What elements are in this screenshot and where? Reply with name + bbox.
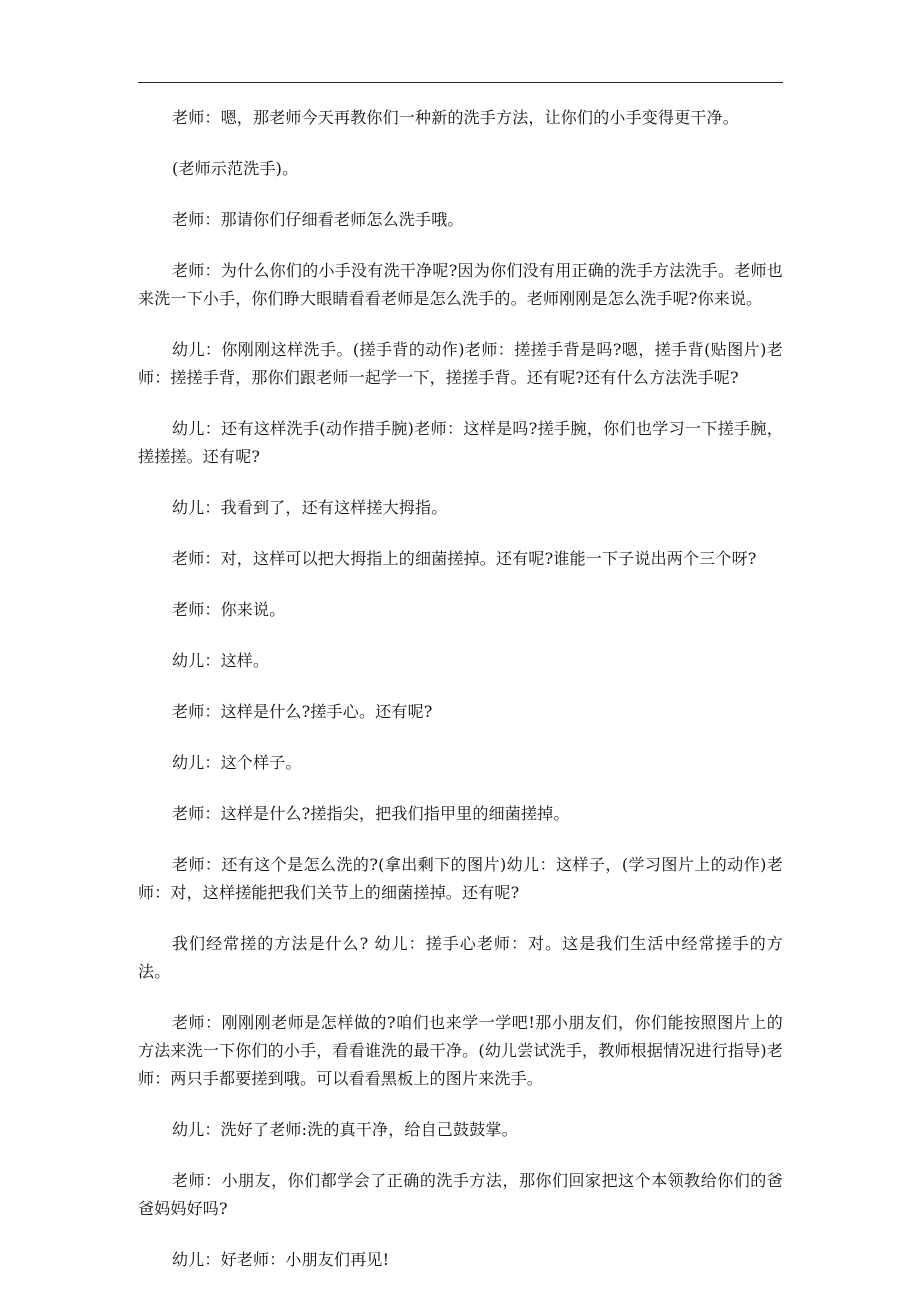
paragraph: 我们经常搓的方法是什么? 幼儿：搓手心老师：对。这是我们生活中经常搓手的方法。	[138, 934, 783, 981]
paragraph: 老师：这样是什么?搓指尖，把我们指甲里的细菌搓掉。	[172, 804, 570, 823]
paragraph: 幼儿：你刚刚这样洗手。(搓手背的动作)老师：搓搓手背是吗?嗯，搓手背(贴图片)老师：搓搓手背，那你们跟老师一起学一下，搓搓手背。还有呢?还有什么方法洗手呢?	[138, 340, 783, 387]
paragraph: 老师：小朋友，你们都学会了正确的洗手方法，那你们回家把这个本领教给你们的爸爸妈妈好吗?	[138, 1171, 783, 1218]
document-body	[138, 104, 783, 1297]
paragraph: 老师：那请你们仔细看老师怎么洗手哦。	[172, 210, 464, 229]
paragraph: 幼儿：我看到了，还有这样搓大拇指。	[172, 498, 448, 517]
paragraph: 幼儿：洗好了老师:洗的真干净，给自己鼓鼓掌。	[172, 1120, 518, 1139]
paragraph: 幼儿：这个样子。	[172, 753, 302, 772]
paragraph: 老师：对，这样可以把大拇指上的细菌搓掉。还有呢?谁能一下子说出两个三个呀?	[172, 549, 757, 568]
paragraph: 幼儿：这样。	[172, 651, 270, 670]
paragraph: 老师：这样是什么?搓手心。还有呢?	[172, 702, 433, 721]
paragraph: 老师：为什么你们的小手没有洗干净呢?因为你们没有用正确的洗手方法洗手。老师也来洗一下小手，你们睁大眼睛看看老师是怎么洗手的。老师刚刚是怎么洗手呢?你来说。	[138, 261, 783, 308]
paragraph: 幼儿：好老师：小朋友们再见!	[172, 1250, 390, 1269]
paragraph: 老师：你来说。	[172, 600, 286, 619]
paragraph: 老师：嗯，那老师今天再教你们一种新的洗手方法，让你们的小手变得更干净。	[172, 108, 740, 127]
paragraph: 老师：刚刚刚老师是怎样做的?咱们也来学一学吧!那小朋友们，你们能按照图片上的方法来洗一下你们的小手，看看谁洗的最干净。(幼儿尝试洗手，教师根据情况进行指导)老师：两只手都要搓到哦。可以看看黑板上的图片来洗手。	[138, 1013, 783, 1088]
paragraph: (老师示范洗手)。	[172, 159, 299, 178]
paragraph: 幼儿：还有这样洗手(动作措手腕)老师：这样是吗?搓手腕，你们也学习一下搓手腕，搓搓搓。还有呢?	[138, 419, 783, 466]
paragraph: 老师：还有这个是怎么洗的?(拿出剩下的图片)幼儿：这样子，(学习图片上的动作)老师：对，这样搓能把我们关节上的细菌搓掉。还有呢?	[138, 855, 783, 902]
header-rule	[138, 82, 783, 83]
